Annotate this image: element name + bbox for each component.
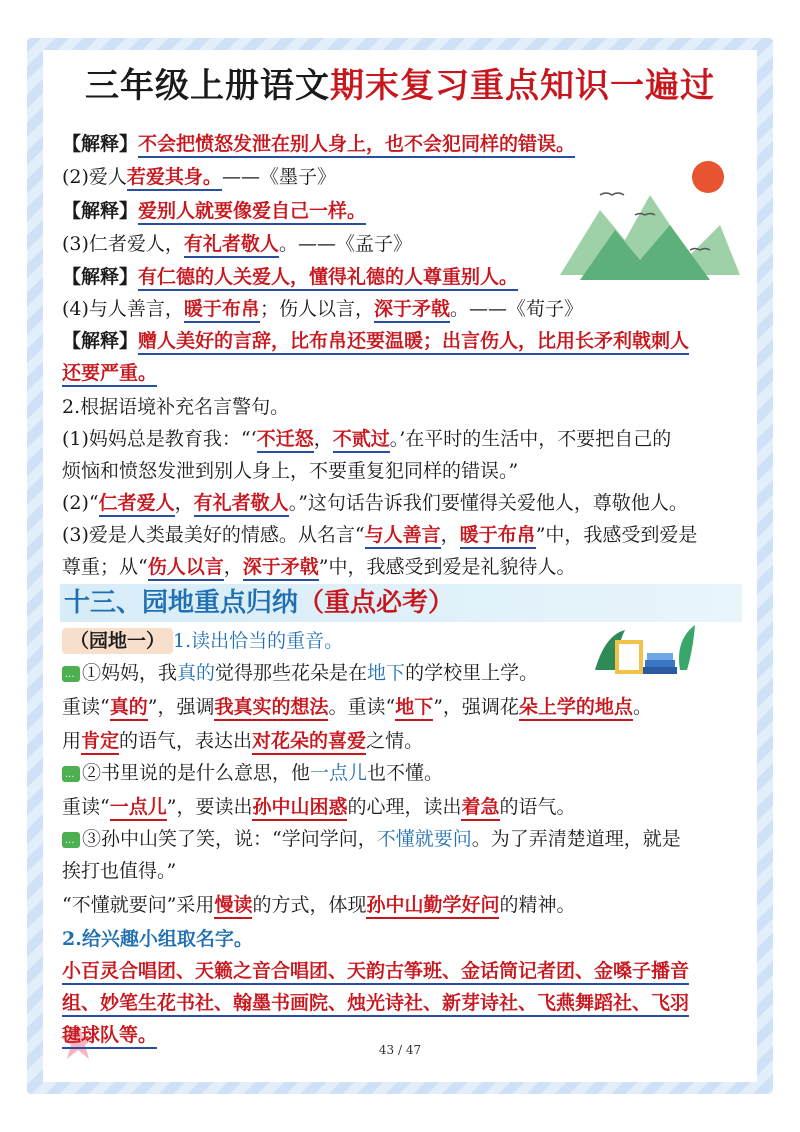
text-fragment: 。’在平时的生活中，不要把自己的 xyxy=(389,428,672,450)
text-fragment: 地下 xyxy=(367,662,406,684)
text-fragment: ”，要读出 xyxy=(166,796,253,818)
text-line xyxy=(62,490,688,516)
text-fragment: 若爱其身。 xyxy=(127,166,222,191)
text-fragment: 伤人以言 xyxy=(148,556,224,581)
text-line xyxy=(62,760,443,786)
text-fragment: 慢读 xyxy=(214,894,252,919)
text-fragment: 。 xyxy=(632,696,652,718)
text-fragment: 一点儿 xyxy=(310,762,368,784)
text-line xyxy=(62,360,157,386)
text-line xyxy=(62,164,336,190)
text-fragment: 三年级上册语文 xyxy=(85,66,330,106)
text-fragment: ， xyxy=(223,556,243,578)
text-line xyxy=(62,694,652,720)
text-fragment: (1)妈妈总是教育我：“‘ xyxy=(62,428,257,450)
text-line xyxy=(62,858,176,884)
text-fragment: ；伤人以言， xyxy=(259,298,374,320)
text-fragment: 地下 xyxy=(395,696,433,721)
sun-icon xyxy=(692,161,724,193)
text-line xyxy=(62,522,697,548)
text-line xyxy=(62,990,689,1016)
text-fragment: 暖于布帛 xyxy=(460,524,536,549)
text-fragment: 【解释】 xyxy=(62,200,139,222)
page-title xyxy=(0,58,800,107)
text-line xyxy=(62,458,518,484)
text-fragment: 肯定 xyxy=(81,730,119,755)
text-fragment: 的语气。 xyxy=(499,796,576,818)
text-fragment: 烦恼和愤怒发泄到别人身上，不要重复犯同样的错误。” xyxy=(62,460,519,482)
text-fragment: 还要严重。 xyxy=(62,362,157,387)
text-fragment: 之情。 xyxy=(366,730,424,752)
text-fragment: 【解释】 xyxy=(62,133,139,155)
text-fragment: ”，强调 xyxy=(147,696,215,718)
text-fragment: 1.读出恰当的重音。 xyxy=(173,630,344,652)
text-fragment: ”，强调花 xyxy=(433,696,519,718)
text-fragment: （重点必考） xyxy=(298,588,455,618)
text-fragment: 的语气，表达出 xyxy=(119,730,253,752)
text-fragment: 一点儿 xyxy=(110,796,167,821)
text-fragment: 不懂就要问 xyxy=(376,828,472,850)
text-fragment: 的心理，读出 xyxy=(347,796,462,818)
chat-icon xyxy=(62,766,80,782)
text-fragment: 有礼者敬人 xyxy=(184,233,279,258)
unit-pill: （园地一） xyxy=(62,628,173,654)
text-fragment: 的学校里上学。 xyxy=(405,662,539,684)
chat-icon xyxy=(62,666,80,682)
text-fragment: 。——《荀子》 xyxy=(449,298,583,320)
text-fragment: 挨打也值得。” xyxy=(62,860,177,882)
text-fragment: 深于矛戟 xyxy=(374,298,450,323)
text-line xyxy=(62,794,576,820)
text-fragment: 的精神。 xyxy=(499,894,576,916)
text-fragment: ②书里说的是什么意思，他 xyxy=(82,762,311,784)
text-line xyxy=(62,296,583,322)
text-fragment: 不贰过 xyxy=(333,428,390,453)
text-fragment: 赠人美好的言辞，比布帛还要温暖；出言伤人，比用长矛利戟刺人 xyxy=(138,330,689,355)
page-number: 43 / 47 xyxy=(378,1043,422,1057)
books-illustration xyxy=(585,620,700,682)
text-fragment: 着急 xyxy=(461,796,499,821)
text-fragment: 组、妙笔生花书社、翰墨书画院、烛光诗社、新芽诗社、飞燕舞蹈社、飞羽 xyxy=(62,992,689,1017)
text-line xyxy=(62,628,343,654)
text-fragment: 期末复习重点知识一遍过 xyxy=(330,66,715,106)
text-fragment: 的方式，体现 xyxy=(252,894,367,916)
chat-icon xyxy=(62,832,80,848)
text-line xyxy=(62,394,289,420)
text-fragment: (3)爱是人类最美好的情感。从名言“ xyxy=(62,524,365,546)
text-fragment: 小百灵合唱团、天籁之音合唱团、天韵古筝班、金话筒记者团、金嗓子播音 xyxy=(62,960,689,985)
text-fragment: (4)与人善言， xyxy=(62,298,184,320)
text-line xyxy=(62,554,575,580)
text-fragment: 真的 xyxy=(177,662,216,684)
text-fragment: 。为了弄清楚道理，就是 xyxy=(471,828,681,850)
text-line xyxy=(62,426,671,452)
text-fragment: 十三、园地重点归纳 xyxy=(64,588,299,618)
text-fragment: 孙中山困惑 xyxy=(252,796,347,821)
text-line xyxy=(62,926,253,952)
text-fragment: (3)仁者爱人， xyxy=(62,233,184,255)
text-line xyxy=(62,660,538,686)
text-fragment: 真的 xyxy=(110,696,148,721)
text-fragment: 。”这句话告诉我们要懂得关爱他人，尊敬他人。 xyxy=(288,492,688,514)
text-fragment: 。——《孟子》 xyxy=(278,233,412,255)
text-fragment: ”中，我感受到爱是礼貌待人。 xyxy=(318,556,576,578)
text-line xyxy=(62,892,576,918)
text-fragment: 不会把愤怒发泄在别人身上，也不会犯同样的错误。 xyxy=(138,133,575,158)
text-fragment: 毽球队等。 xyxy=(62,1024,157,1049)
text-fragment: 我真实的想法 xyxy=(214,696,328,721)
text-fragment: 深于矛戟 xyxy=(243,556,319,581)
text-fragment: 有仁德的人关爱人，懂得礼德的人尊重别人。 xyxy=(138,266,518,291)
text-fragment: 不迁怒 xyxy=(257,428,314,453)
text-fragment: 与人善言 xyxy=(365,524,441,549)
text-fragment: 2.给兴趣小组取名字。 xyxy=(62,928,253,950)
text-fragment: ③孙中山笑了笑，说：“学问学问， xyxy=(82,828,377,850)
text-fragment: 暖于布帛 xyxy=(184,298,260,323)
text-fragment: 有礼者敬人 xyxy=(194,492,289,517)
text-fragment: ”中，我感受到爱是 xyxy=(535,524,698,546)
text-line xyxy=(62,198,366,224)
text-fragment: 用 xyxy=(62,730,82,752)
text-line xyxy=(62,328,689,354)
text-fragment: 觉得那些花朵是在 xyxy=(215,662,368,684)
text-fragment: 2.根据语境补充名言警句。 xyxy=(62,396,290,418)
text-line xyxy=(62,826,681,852)
text-fragment: ——《墨子》 xyxy=(221,166,336,188)
text-fragment: 爱别人就要像爱自己一样。 xyxy=(138,200,366,225)
text-fragment: 尊重；从“ xyxy=(62,556,148,578)
text-fragment: 朵上学的地点 xyxy=(519,696,633,721)
text-fragment: 对花朵的喜爱 xyxy=(252,730,366,755)
text-fragment: “不懂就要问”采用 xyxy=(62,894,215,916)
section-heading xyxy=(60,584,742,622)
text-fragment: (2)爱人 xyxy=(62,166,127,188)
text-fragment: ①妈妈，我 xyxy=(82,662,178,684)
text-line xyxy=(62,131,575,157)
landscape-illustration xyxy=(540,155,740,285)
text-line xyxy=(62,231,412,257)
text-fragment: 【解释】 xyxy=(62,266,139,288)
text-fragment: 。重读“ xyxy=(328,696,396,718)
text-fragment: 重读“ xyxy=(62,796,110,818)
text-fragment: 孙中山勤学好问 xyxy=(366,894,499,919)
text-fragment: (2)“ xyxy=(62,492,99,514)
text-line xyxy=(62,958,689,984)
text-fragment: ， xyxy=(440,524,460,546)
text-line xyxy=(62,264,518,290)
text-fragment: 【解释】 xyxy=(62,330,139,352)
text-fragment: 仁者爱人 xyxy=(99,492,175,517)
text-line xyxy=(62,728,423,754)
text-fragment: 也不懂。 xyxy=(367,762,444,784)
text-fragment: ， xyxy=(174,492,194,514)
text-fragment: ， xyxy=(313,428,333,450)
text-fragment: 重读“ xyxy=(62,696,110,718)
